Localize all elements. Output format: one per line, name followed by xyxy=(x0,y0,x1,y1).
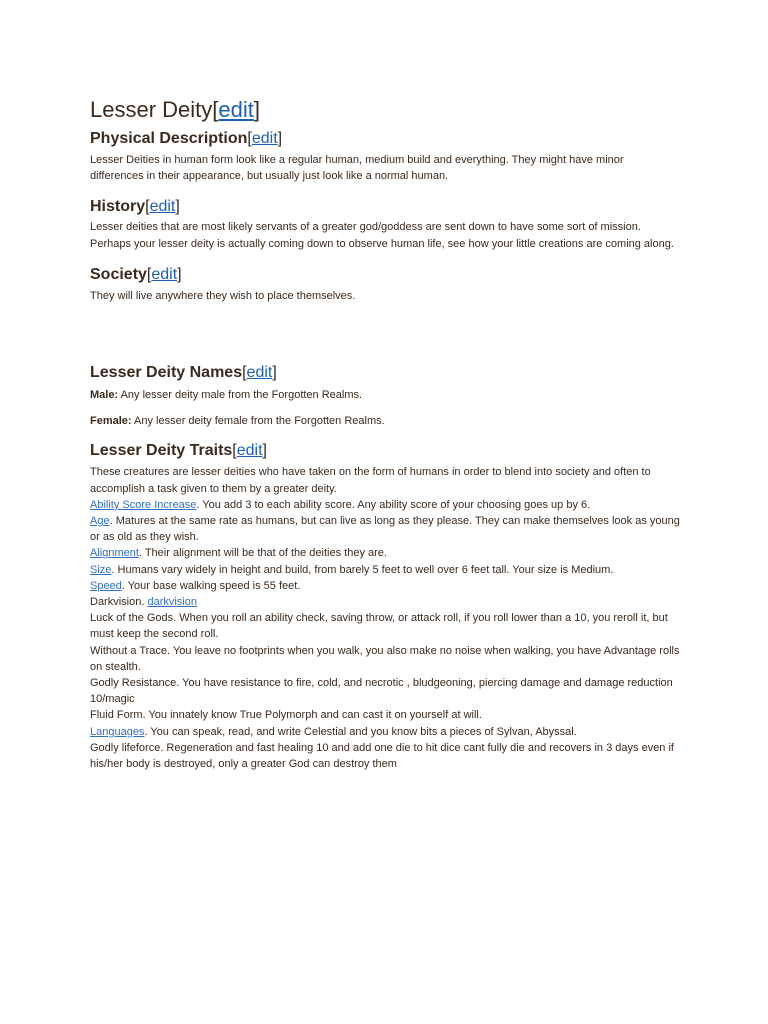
trait-languages xyxy=(90,724,680,740)
traits-heading xyxy=(90,440,680,462)
names-heading xyxy=(90,362,680,384)
bracket-open: [ xyxy=(247,130,252,147)
bracket-close: ] xyxy=(272,364,277,382)
edit-history-link[interactable]: edit xyxy=(149,198,176,216)
society-heading xyxy=(90,264,680,286)
female-text: Any lesser deity female from the Forgotten Realms. xyxy=(131,415,385,428)
speed-text: . Your base walking speed is 55 feet. xyxy=(121,579,301,592)
edit-society-link[interactable]: edit xyxy=(151,265,178,283)
bracket-open: [ xyxy=(212,97,219,122)
trait-ability-score xyxy=(90,497,680,513)
bracket-open: [ xyxy=(146,265,152,283)
trait-luck: Luck of the Gods. When you roll an ability check, saving throw, or attack roll, if you roll lower than a 10, you reroll it, but must keep the second roll. xyxy=(90,612,668,641)
trait-alignment xyxy=(90,545,680,561)
history-heading xyxy=(90,196,680,218)
bracket-open: [ xyxy=(242,364,247,382)
physical-description-heading xyxy=(90,128,680,150)
male-label: Male: xyxy=(90,389,119,402)
edit-physical-link[interactable]: edit xyxy=(251,130,278,147)
trait-without-trace: Without a Trace. You leave no footprints when you walk, you also make no noise when walking, you have Advantage rolls on stealth. xyxy=(90,644,680,673)
bracket-close: ] xyxy=(175,198,180,216)
bracket-close: ] xyxy=(177,265,182,283)
darkvision-link[interactable]: darkvision xyxy=(147,596,197,609)
alignment-text: . Their alignment will be that of the deities they are. xyxy=(138,547,387,560)
ability-score-link[interactable]: Ability Score Increase xyxy=(90,498,197,511)
page-title xyxy=(90,96,680,124)
trait-size xyxy=(90,562,680,578)
speed-link[interactable]: Speed xyxy=(90,579,122,592)
trait-age xyxy=(90,513,680,545)
bracket-open: [ xyxy=(145,198,150,216)
age-text: . Matures at the same rate as humans, but can live as long as they please. They can make themselves look as young or as old as they wish. xyxy=(90,515,680,544)
size-text: . Humans vary widely in height and build, from barely 5 feet to well over 6 feet tall. Your size is Medium. xyxy=(111,563,614,576)
trait-godly-lifeforce: Godly lifeforce. Regeneration and fast healing 10 and add one die to hit dice cant fully die and recovers in 3 days even if his/her body is destroyed, only a greater God can destroy them xyxy=(90,741,674,771)
physical-heading-text: Physical Description xyxy=(90,130,248,147)
names-heading-text: Lesser Deity Names xyxy=(90,364,243,382)
bracket-close: ] xyxy=(262,442,267,460)
edit-traits-link[interactable]: edit xyxy=(236,442,263,460)
edit-title-link[interactable]: edit xyxy=(218,97,254,122)
darkvision-text: Darkvision. xyxy=(90,596,148,609)
page-title-text: Lesser Deity xyxy=(90,97,213,122)
physical-description-text: Lesser Deities in human form look like a regular human, medium build and everything. They might have minor differences in their appearance, but usually just look like a normal human. xyxy=(90,154,624,183)
size-link[interactable]: Size xyxy=(90,563,112,576)
bracket-open: [ xyxy=(232,442,237,460)
alignment-link[interactable]: Alignment xyxy=(90,547,139,560)
trait-darkvision xyxy=(90,594,680,610)
male-text: Any lesser deity male from the Forgotten Realms. xyxy=(118,389,363,402)
languages-text: . You can speak, read, and write Celestial and you know bits a pieces of Sylvan, Abyssal. xyxy=(144,725,577,738)
history-heading-text: History xyxy=(90,198,146,216)
female-names-line xyxy=(90,413,680,429)
bracket-close: ] xyxy=(253,97,261,122)
traits-intro: These creatures are lesser deities who have taken on the form of humans in order to blend into society and often to accomplish a task given to them by a greater deity. xyxy=(90,466,651,495)
trait-godly-resistance: Godly Resistance. You have resistance to fire, cold, and necrotic , bludgeoning, piercing damage and damage reduction 10/magic xyxy=(90,677,673,706)
female-label: Female: xyxy=(90,415,132,428)
document-page xyxy=(90,96,680,772)
languages-link[interactable]: Languages xyxy=(90,725,145,738)
edit-names-link[interactable]: edit xyxy=(246,364,273,382)
traits-heading-text: Lesser Deity Traits xyxy=(90,442,233,460)
history-text: Lesser deities that are most likely servants of a greater god/goddess are sent down to have some sort of mission. Perhaps your lesser deity is actually coming down to observe human life, see how your little creations are coming along. xyxy=(90,221,674,250)
society-text: They will live anywhere they wish to place themselves. xyxy=(90,289,356,302)
bracket-close: ] xyxy=(277,130,283,147)
trait-speed xyxy=(90,578,680,594)
age-link[interactable]: Age xyxy=(90,515,110,528)
trait-fluid-form: Fluid Form. You innately know True Polymorph and can cast it on yourself at will. xyxy=(90,709,482,722)
society-heading-text: Society xyxy=(90,265,147,283)
ability-score-text: . You add 3 to each ability score. Any ability score of your choosing goes up by 6. xyxy=(196,498,591,511)
male-names-line xyxy=(90,387,680,403)
